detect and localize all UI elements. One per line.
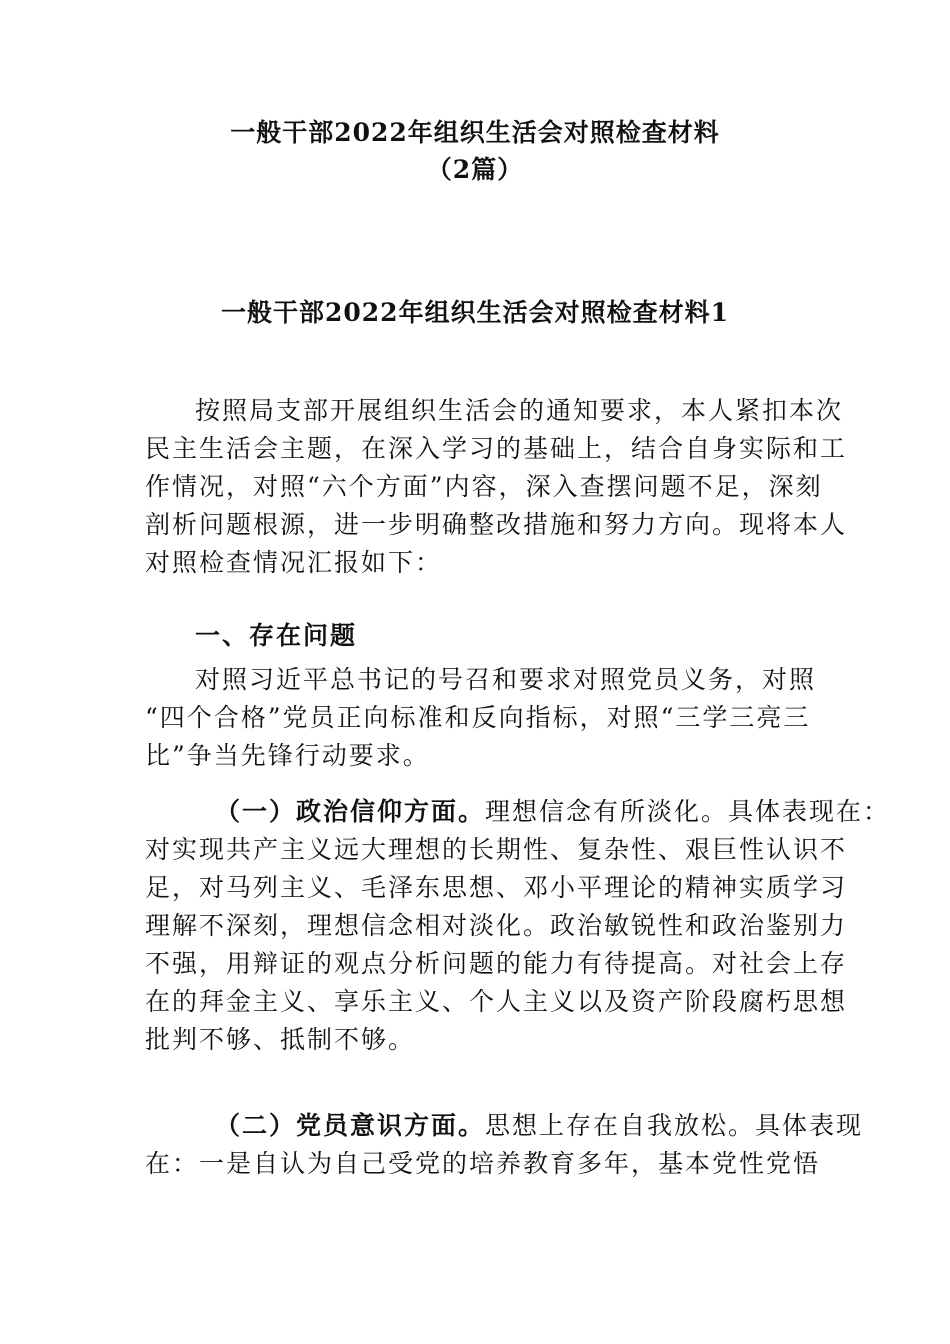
section-first-line [145,793,891,831]
section-first-line-text: 思想上存在自我放松。具体表现 [485,1111,864,1140]
text-line: 理解不深刻，理想信念相对淡化。政治敏锐性和政治鉴别力 [145,911,848,940]
text-line: 足，对马列主义、毛泽东思想、邓小平理论的精神实质学习 [145,873,848,902]
article-title: 一般干部2022年组织生活会对照检查材料1 [221,298,729,327]
text-line: 民主生活会主题，在深入学习的基础上，结合自身实际和工 [145,434,848,463]
text-line: 作情况，对照“六个方面”内容，深入查摆问题不足，深刻 [145,472,823,501]
text-line: 批判不够、抵制不够。 [145,1025,416,1054]
text-line: 按照局支部开展组织生活会的通知要求，本人紧扣本次 [195,396,844,425]
heading-problems: 一、存在问题 [195,621,358,650]
section-party-awareness [145,1107,864,1183]
text-line: 不强，用辩证的观点分析问题的能力有待提高。对社会上存 [145,949,848,978]
text-line: 在的拜金主义、享乐主义、个人主义以及资产阶段腐朽思想 [145,987,848,1016]
text-line: 对照检查情况汇报如下： [145,548,443,577]
section-label: （一）政治信仰方面。 [215,797,486,826]
section-first-line [145,1107,864,1145]
text-line: “四个合格”党员正向标准和反向指标，对照“三学三亮三 [145,703,811,732]
standards-paragraph [145,661,845,775]
section-label: （二）党员意识方面。 [215,1111,486,1140]
section-first-line-text: 理想信念有所淡化。具体表现在： [485,797,891,826]
text-line: 对照习近平总书记的号召和要求对照党员义务，对照 [195,665,817,694]
intro-paragraph [145,392,848,582]
text-line: 对实现共产主义远大理想的长期性、复杂性、艰巨性认识不 [145,835,848,864]
section-heading [145,617,845,655]
text-line: 在：一是自认为自己受党的培养教育多年，基本党性党悟 [145,1149,821,1178]
text-line: 比”争当先锋行动要求。 [145,741,430,770]
subtitle: （2篇） [426,155,524,184]
section-political-belief [145,793,891,1059]
text-line: 剖析问题根源，进一步明确整改措施和努力方向。现将本人 [145,510,848,539]
main-title: 一般干部2022年组织生活会对照检查材料 [230,118,720,147]
